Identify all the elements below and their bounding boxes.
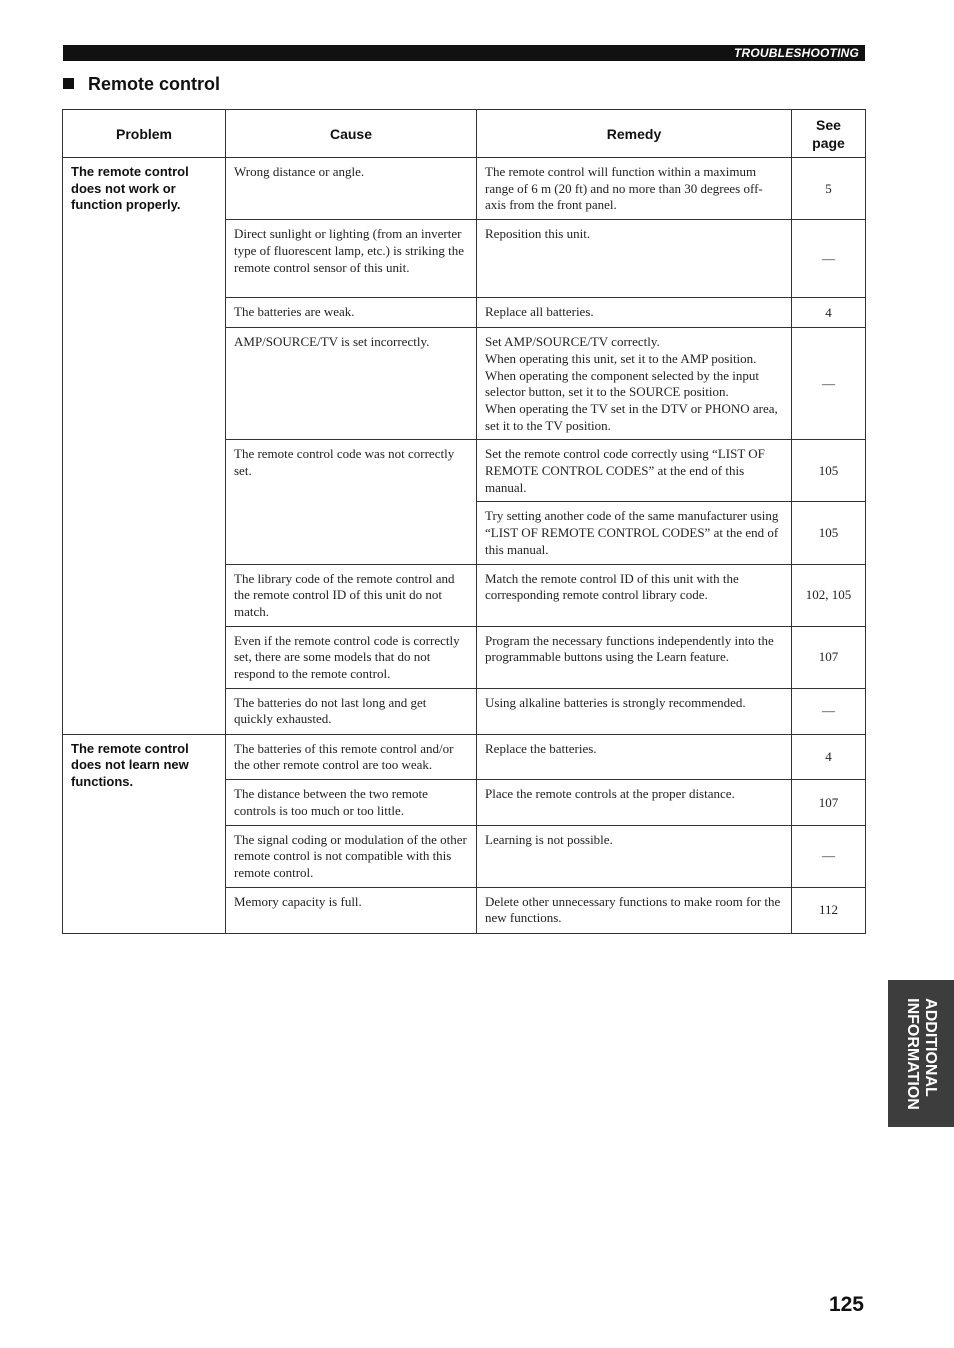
cause-cell: The signal coding or modulation of the other remote control is not compatible with this remote control. (226, 825, 477, 887)
problem-cell: The remote control does not learn new functions. (63, 734, 226, 933)
remedy-cell: Place the remote controls at the proper distance. (477, 780, 792, 825)
remedy-cell: Program the necessary functions independently into the programmable buttons using the Learn feature. (477, 626, 792, 688)
problem-cell: The remote control does not work or function properly. (63, 158, 226, 735)
table-body (63, 158, 866, 934)
remedy-cell: The remote control will function within a maximum range of 6 m (20 ft) and no more than 30 degrees off-axis from the front panel. (477, 158, 792, 220)
header-problem: Problem (63, 110, 226, 158)
cause-cell: Direct sunlight or lighting (from an inverter type of fluorescent lamp, etc.) is striking the remote control sensor of this unit. (226, 220, 477, 298)
side-tab-label (903, 998, 939, 1110)
header-cause: Cause (226, 110, 477, 158)
header-section-label: TROUBLESHOOTING (734, 46, 859, 60)
cause-cell: The distance between the two remote controls is too much or too little. (226, 780, 477, 825)
see-page-cell: 4 (792, 734, 866, 779)
see-page-cell: 105 (792, 440, 866, 502)
section-title (63, 74, 220, 95)
troubleshooting-table (62, 109, 866, 934)
table-header-row (63, 110, 866, 158)
table-row (63, 734, 866, 779)
cause-cell: The batteries of this remote control and/or the other remote control are too weak. (226, 734, 477, 779)
see-page-cell: — (792, 328, 866, 440)
see-page-cell: 102, 105 (792, 564, 866, 626)
page-number: 125 (828, 1293, 864, 1316)
remedy-cell: Replace the batteries. (477, 734, 792, 779)
see-page-cell: 4 (792, 298, 866, 328)
remedy-cell: Learning is not possible. (477, 825, 792, 887)
cause-cell: Wrong distance or angle. (226, 158, 477, 220)
cause-cell: The batteries do not last long and get quickly exhausted. (226, 688, 477, 734)
see-page-cell: 5 (792, 158, 866, 220)
see-page-cell: — (792, 825, 866, 887)
side-tab-line2: INFORMATION (904, 997, 921, 1110)
cause-cell: The library code of the remote control and the remote control ID of this unit do not match. (226, 564, 477, 626)
remedy-cell: Delete other unnecessary functions to make room for the new functions. (477, 887, 792, 933)
square-bullet-icon (63, 78, 74, 89)
side-tab-additional-information (888, 980, 954, 1127)
cause-cell: AMP/SOURCE/TV is set incorrectly. (226, 328, 477, 440)
cause-cell: The remote control code was not correctly set. (226, 440, 477, 564)
see-page-cell: 107 (792, 626, 866, 688)
cause-cell: The batteries are weak. (226, 298, 477, 328)
remedy-cell: Match the remote control ID of this unit with the corresponding remote control library code. (477, 564, 792, 626)
header-remedy: Remedy (477, 110, 792, 158)
header-see-page: See page (792, 110, 866, 158)
remedy-cell: Set AMP/SOURCE/TV correctly. When operating this unit, set it to the AMP position. When operating the component selected by the input selector button, set it to the SOURCE position. When operating the TV set in the DTV or PHONO area, set it to the TV position. (477, 328, 792, 440)
remedy-cell: Try setting another code of the same manufacturer using “LIST OF REMOTE CONTROL CODES” at the end of this manual. (477, 502, 792, 564)
remedy-cell: Set the remote control code correctly using “LIST OF REMOTE CONTROL CODES” at the end of this manual. (477, 440, 792, 502)
header-bar (63, 45, 865, 61)
remedy-cell: Replace all batteries. (477, 298, 792, 328)
table-row (63, 158, 866, 220)
see-page-cell: 107 (792, 780, 866, 825)
see-page-cell: — (792, 688, 866, 734)
see-page-cell: 112 (792, 887, 866, 933)
see-page-cell: 105 (792, 502, 866, 564)
cause-cell: Even if the remote control code is correctly set, there are some models that do not respond to the remote control. (226, 626, 477, 688)
remedy-cell: Using alkaline batteries is strongly recommended. (477, 688, 792, 734)
section-title-text: Remote control (88, 74, 221, 94)
see-page-cell: — (792, 220, 866, 298)
remedy-cell: Reposition this unit. (477, 220, 792, 298)
cause-cell: Memory capacity is full. (226, 887, 477, 933)
side-tab-line1: ADDITIONAL (922, 997, 939, 1097)
